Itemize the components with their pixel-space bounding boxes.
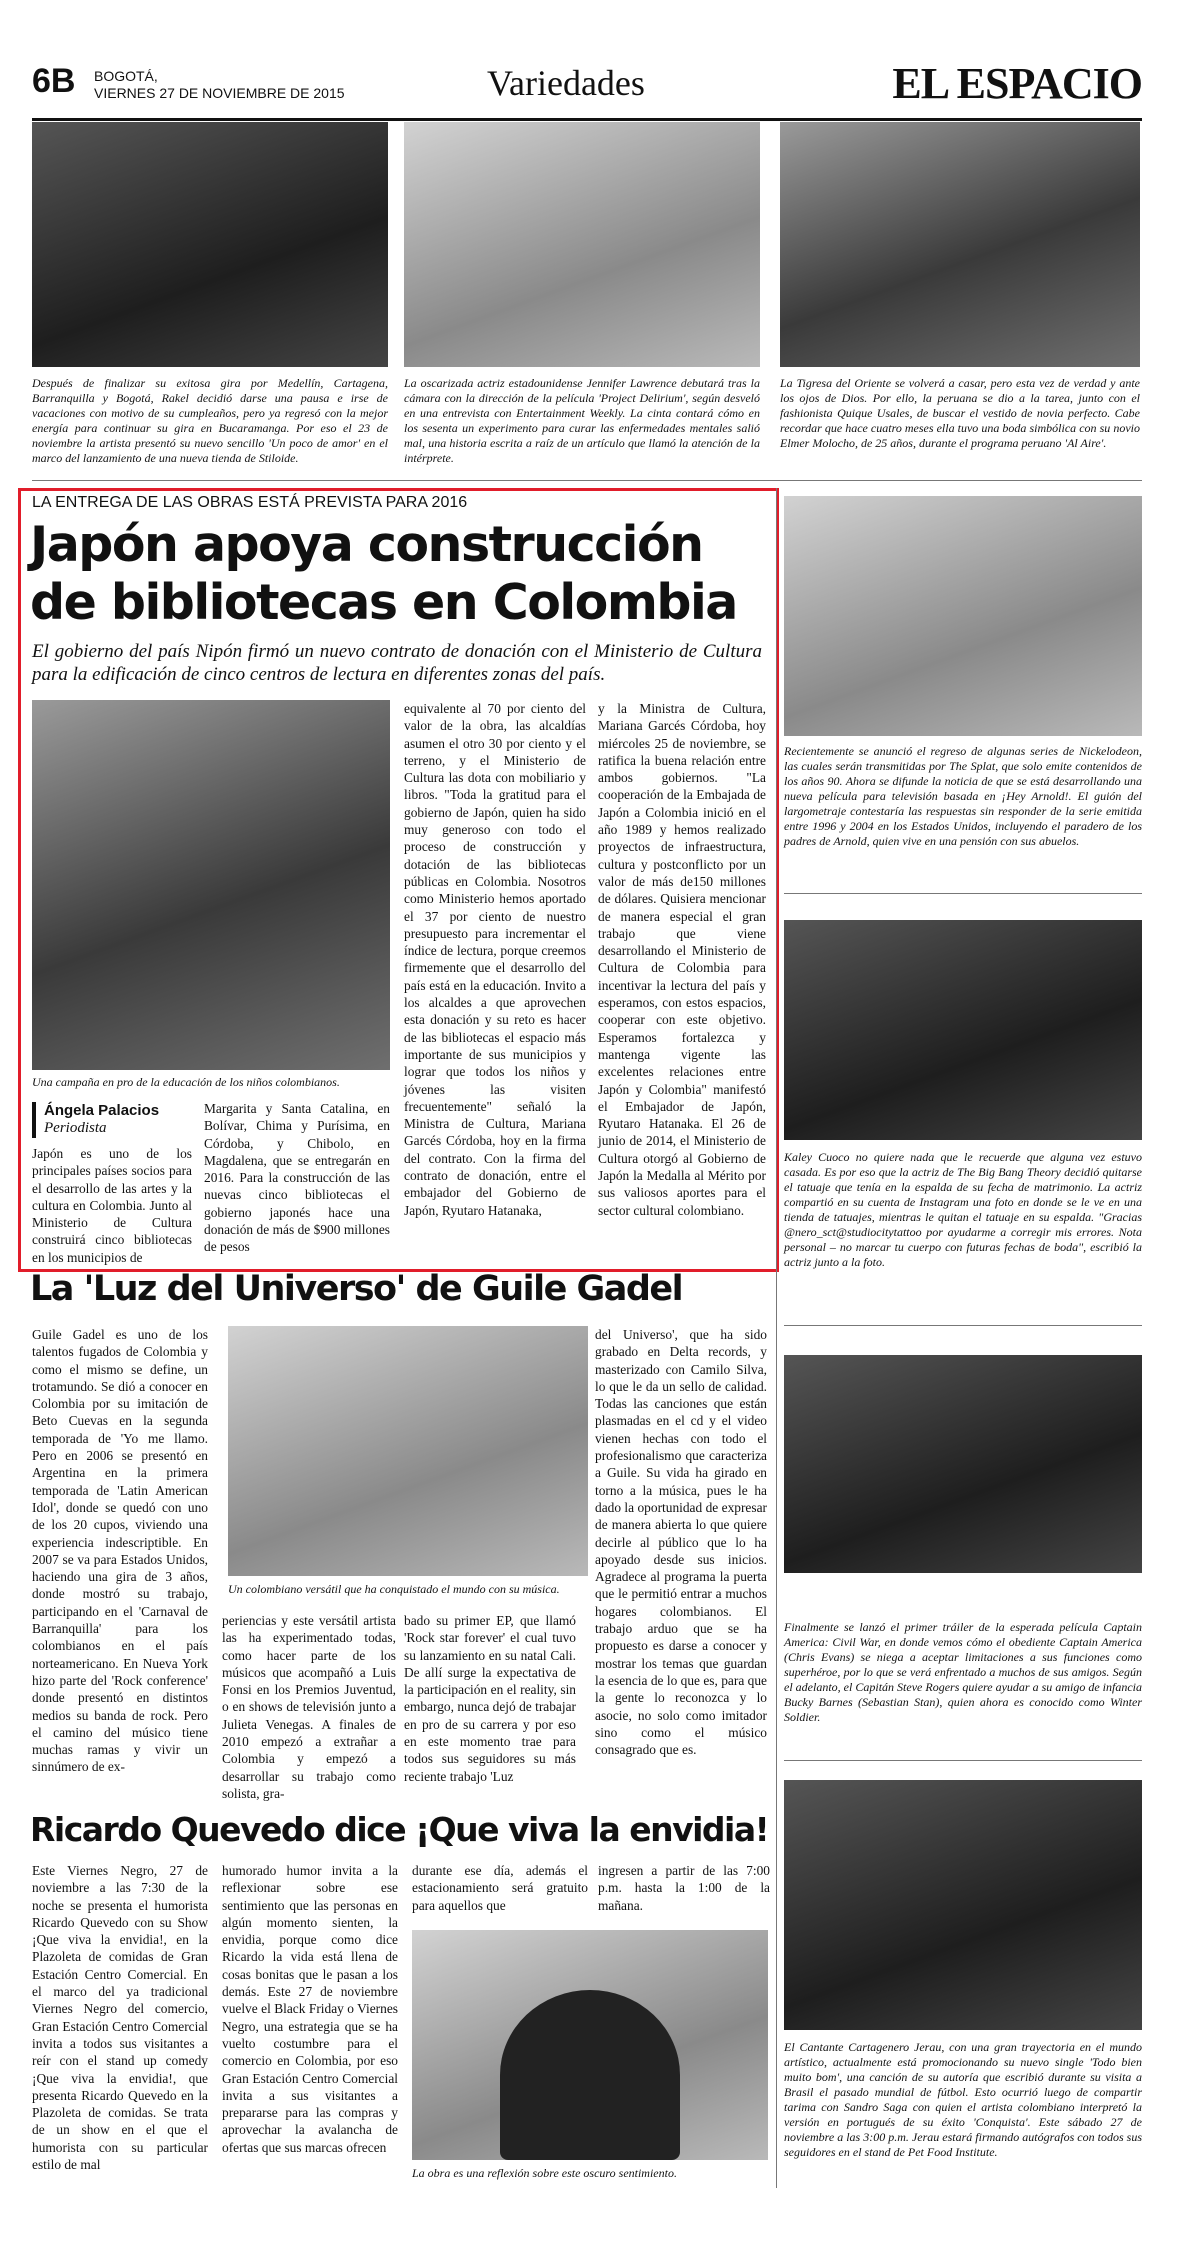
article-kicker: LA ENTREGA DE LAS OBRAS ESTÁ PREVISTA PARA 2016 [32,494,468,511]
article-column: Margarita y Santa Catalina, en Bolívar, Chima y Purísima, en Córdoba, y Chibolo, en Magdalena, que se entregarán en 2016. Para la construcción de las nuevas cinco bibliotecas el gobierno japonés hace una donación de más de $900 millones de pesos [204,1101,390,1255]
quevedo-column: humorado humor invita a la reflexionar sobre ese sentimiento que las personas en algún momento sienten, la envidia, porque como dice Ricardo la vida está llena de cosas bonitas que le pasan a los demás. Este 27 de noviembre vuelve el Black Friday o Viernes Negro, una estrategia que se ha vuelto costumbre para el comercio en Colombia, por eso Gran Estación Centro Comercial invita a sus visitantes a prepararse para las compras y aprovechar la avalancha de ofertas que sus marcas ofrecen [222,1863,398,2155]
guile-column: periencias y este versátil artista las ha experimentado todas, como hacer parte de los músicos que acompañó a Luis Fonsi en los Premios Juventud, o en shows de televisión junto a Julieta Venegas. A finales de 2010 empezó a extrañar a Colombia y empezó a desarrollar su trabajo como solista, gra- [222,1613,396,1801]
photo-rakel [32,122,388,367]
caption-jennifer-lawrence: La oscarizada actriz estadounidense Jennifer Lawrence debutará tras la cámara con la dirección de la película 'Project Delirium', según desveló en una entrevista con Entertainment Weekly. La cinta contará cómo en los sesenta un experimento para curar las enfermedades mentales salió mal, una historia escrita a raíz de un artículo que llamó la atención de la intérprete. [404,376,760,465]
caption-hey-arnold: Recientemente se anunció el regreso de algunas series de Nickelodeon, las cuales serán transmitidas por The Splat, que solo emite contenidos de los años 90. Ahora se difunde la noticia de que se está desarrollando una nueva película para televisión basada en ¡Hey Arnold!. El guión del largometraje contestaría las respuestas sin responder de la serie emitida entre 1996 y 2004 en los Estados Unidos, incluyendo el paradero de los padres de Arnold, quien vive en una pensión con sus abuelos. [784,744,1142,848]
photo-kaley-cuoco [784,920,1142,1140]
masthead [32,56,1142,121]
headline-line-1: Japón apoya construcción [30,516,703,573]
caption-kaley-cuoco: Kaley Cuoco no quiere nada que le recuerde que alguna vez estuvo casada. Es por eso que la actriz de The Big Bang Theory decidió quitarse el tatuaje que tenía en la espalda de su fecha de matrimonio. La actriz compartió en su cuenta de Instagram una foto en donde se le ve en una tienda de tatuajes, mientras le quitan el tatuaje en su espalda. "Gracias @nero_sct@studiocitytattoo por ayudarme a corregir mis errores. Nota personal – no marcar tu cuerpo con futuras fechas de boda", escribió la actriz junto a la foto. [784,1150,1142,1269]
divider [784,1325,1142,1326]
caption-bibliotecas: Una campaña en pro de la educación de los niños colombianos. [32,1075,340,1089]
caption-captain-america: Finalmente se lanzó el primer tráiler de la esperada película Captain America: Civil War, en donde vemos cómo el obediente Captain America (Chris Evans) se niega a aceptar limitaciones a sus funciones como superhéroe, por lo que se verá enfrentado a muchos de sus amigos. Según el adelanto, el Capitán Steve Rogers quiere ayudar a su amigo de infancia Bucky Barnes (Sebastian Stan), quien ahora es conocido como Winter Soldier. [784,1620,1142,1724]
newspaper-logo: EL ESPACIO [892,59,1142,108]
divider [784,1760,1142,1761]
page-number: 6B [32,62,76,100]
headline-line-2: de bibliotecas en Colombia [30,574,737,631]
section-title: Variedades [487,63,645,103]
article-headline [30,516,737,632]
guile-column: Guile Gadel es uno de los talentos fugados de Colombia y como el mismo se define, un trotamundo. Se dió a conocer en Colombia por su imitación de Beto Cuevas en la segunda temporada de 'Yo me llamo. Pero en 2006 se presentó en Argentina en la primera temporada de 'Latin American Idol', donde se quedó con uno de los 20 cupos, viviendo una experiencia indescriptible. En 2007 se va para Estados Unidos, haciendo una gira de 3 años, donde mostró su trabajo, participando en el 'Carnaval de Barranquilla' para los colombianos en el país norteamericano. En Nueva York hizo parte del 'Rock conference' donde presentó en distintos medios su banda de rock. Pero el camino del músico tiene muchas ramas y vivir un sinnúmero de ex- [32,1327,208,1775]
quevedo-column: Este Viernes Negro, 27 de noviembre a las 7:30 de la noche se presenta el humorista Ricardo Quevedo con su Show ¡Que viva la envidia!, en la Plazoleta de comidas de Gran Estación Centro Comercial. En el marco del ya tradicional Viernes Negro del comercio, Gran Estación Centro Comercial invita a todos sus visitantes a reír con el stand up comedy ¡Que viva la envidia!, que presenta Ricardo Quevedo en la Plazoleta de comidas. Se trata de un show en el que el humorista con su particular estilo de mal [32,1863,208,2173]
photo-captain-america [784,1355,1142,1573]
photo-jennifer-lawrence [404,122,760,367]
photo-guile-gadel [228,1326,588,1576]
guile-column: bado su primer EP, que llamó 'Rock star forever' el cual tuvo su lanzamiento en su natal Cali. De allí surge la expectativa de la participación en el reality, sin embargo, nunca dejó de trabajar en pro de su carrera y por eso en este momento trae para todos sus seguidores su más reciente trabajo 'Luz [404,1613,576,1784]
byline-bar [32,1102,36,1138]
byline-role: Periodista [44,1120,107,1136]
quevedo-column: durante ese día, además el estacionamiento será gratuito para aquellos que [412,1863,588,1913]
quevedo-headline: Ricardo Quevedo dice ¡Que viva la envidia! [30,1810,769,1849]
sidebar-divider [776,488,777,2188]
caption-guile: Un colombiano versátil que ha conquistado el mundo con su música. [228,1582,560,1596]
guile-headline: La 'Luz del Universo' de Guile Gadel [30,1269,683,1309]
article-column: equivalente al 70 por ciento del valor de la obra, las alcaldías asumen el otro 30 por ciento y el terreno, y el Ministerio de Cultura las dota con mobiliario y libros. "Toda la gratitud para el gobierno de Japón, quien ha sido muy generoso con todo el proceso de construcción y dotación de las bibliotecas públicas en Colombia. Nosotros como Ministerio hemos aportado el 37 por ciento de nuestro presupuesto para incrementar el índice de lectura, porque creemos firmemente que el desarrollo del país está en la educación. Invito a los alcaldes a que aprovechen esta donación y su reto es hacer de las bibliotecas el espacio más importante de sus municipios y lograr que todos los niños y jóvenes las visiten frecuentemente" señaló la Ministra de Cultura, Mariana Garcés Córdoba, hoy en la firma del contrato. Con la firma del contrato de donación, entre el embajador del Gobierno de Japón, Ryutaro Hatanaka, [404,701,586,1218]
caption-tigresa: La Tigresa del Oriente se volverá a casar, pero esta vez de verdad y ante los ojos de Dios. Por ello, la peruana se dio a la tarea, junto con el fashionista Quique Usales, de buscar el vestido de novia perfecto. Cabe recordar que hace cuatro meses ella tuvo una boda simbólica con su novio Elmer Molocho, de 25 años, durante el programa peruano 'Al Aire'. [780,376,1140,450]
photo-jerau [784,1780,1142,2030]
photo-tigresa-del-oriente [780,122,1140,367]
guile-column: del Universo', que ha sido grabado en Delta records, y masterizado con Camilo Silva, lo que le da un sello de calidad. Todas las canciones que están plasmadas en el cd y el video vienen hechas con todo el profesionalismo que caracteriza a Guile. Su vida ha girado en torno a la música, pues le ha dado la oportunidad de expresar de manera abierta lo que quiere decirle al público que lo ha apoyado desde sus inicios. Agradece al programa la puerta que le permitió entrar a muchos hogares colombianos. El trabajo arduo que se ha propuesto es darse a conocer y mostrar los temas que guardan la esencia de lo que es, para que la gente lo reconozca y lo asocie, no solo como imitador sino como el músico consagrado que es. [595,1327,767,1758]
article-deck: El gobierno del país Nipón firmó un nuevo contrato de donación con el Ministerio de Cultura para la edificación de cinco centros de lectura en diferentes zonas del país. [32,641,762,685]
caption-jerau: El Cantante Cartagenero Jerau, con una gran trayectoria en el mundo artístico, actualmente está promocionando su nuevo single 'Todo bien muito bom', una canción de su autoría que escribió durante su visita a Brasil el pasado mundial de fútbol. Esto ocurrió luego de compartir tarima con Sandro Saga con quien el artista colombiano interpretó la versión en portugués de su éxito 'Conquista'. Este sábado 27 de noviembre a las 3:00 p.m. Jerau estará firmando autógrafos con todos sus seguidores en el stand de Pet Food Institute. [784,2040,1142,2159]
person-silhouette-icon [500,1990,680,2160]
dateline [94,68,345,102]
article-column: Japón es uno de los principales países socios para el desarrollo de las artes y la cultura en Colombia. Junto al Ministerio de Cultura construirá cinco bibliotecas en los municipios de [32,1146,192,1265]
dateline-date: VIERNES 27 DE NOVIEMBRE DE 2015 [94,85,345,101]
article-column: y la Ministra de Cultura, Mariana Garcés Córdoba, hoy miércoles 25 de noviembre, se ratifica la buena relación entre ambos gobiernos. "La cooperación de la Embajada de Japón a Colombia inició en el año 1989 y hemos realizado proyectos de infraestructura, cultura y postconflicto por un valor de más de150 millones de dólares. Quisiera mencionar de manera especial el gran trabajo que viene desarrollando el Ministerio de Cultura de Colombia para incentivar la lectura del país y esperamos, con estos espacios, cooperar con este objetivo. Esperamos fortalezca y mantenga vigente las excelentes relaciones entre Japón y Colombia" manifestó el Embajador de Japón, Ryutaro Hatanaka. El 26 de junio de 2014, el Ministerio de Cultura otorgó al Gobierno de Japón la Medalla al Mérito por sus valiosos aportes para el sector cultural colombiano. [598,701,766,1218]
divider [784,893,1142,894]
divider [32,480,1142,481]
dateline-city: BOGOTÁ, [94,68,158,84]
byline-author: Ángela Palacios [44,1102,160,1119]
quevedo-column: ingresen a partir de las 7:00 p.m. hasta la 1:00 de la mañana. [598,1863,770,1913]
caption-quevedo: La obra es una reflexión sobre este oscuro sentimiento. [412,2166,677,2180]
photo-hey-arnold [784,496,1142,736]
caption-rakel: Después de finalizar su exitosa gira por Medellín, Cartagena, Barranquilla y Bogotá, Rakel decidió darse una pausa e irse de vacaciones con motivo de su cumpleaños, pero ya regresó con la mejor energía para continuar su gira en Bucaramanga. Por eso el 23 de noviembre la artista presentó su nuevo sencillo 'Un poco de amor' en el marco del lanzamiento de una nueva tienda de Stiloide. [32,376,388,465]
photo-bibliotecas-firma [32,700,390,1070]
